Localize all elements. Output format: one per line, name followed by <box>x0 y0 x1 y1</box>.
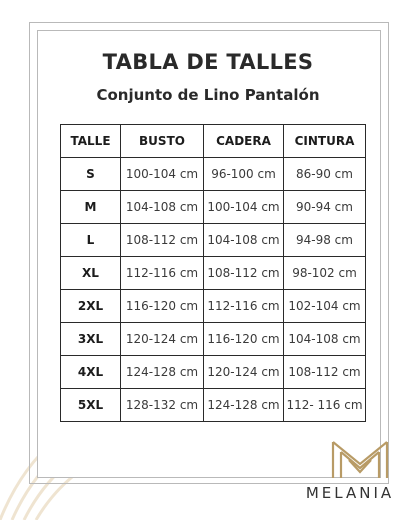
cadera-cell: 100-104 cm <box>204 191 284 224</box>
cadera-cell: 96-100 cm <box>204 158 284 191</box>
cintura-cell: 86-90 cm <box>284 158 366 191</box>
busto-cell: 124-128 cm <box>121 356 204 389</box>
header-talle: TALLE <box>61 125 121 158</box>
table-row <box>61 191 366 224</box>
cintura-cell: 112- 116 cm <box>284 389 366 422</box>
busto-cell: 112-116 cm <box>121 257 204 290</box>
cintura-cell: 98-102 cm <box>284 257 366 290</box>
cintura-cell: 108-112 cm <box>284 356 366 389</box>
talle-cell: L <box>61 224 121 257</box>
cintura-cell: 104-108 cm <box>284 323 366 356</box>
cadera-cell: 124-128 cm <box>204 389 284 422</box>
talle-cell: 3XL <box>61 323 121 356</box>
table-row <box>61 389 366 422</box>
brand-name: MELANIA <box>305 484 395 502</box>
page-title: TABLA DE TALLES <box>102 50 314 74</box>
cintura-cell: 90-94 cm <box>284 191 366 224</box>
cadera-cell: 112-116 cm <box>204 290 284 323</box>
busto-cell: 128-132 cm <box>121 389 204 422</box>
size-table <box>60 124 366 422</box>
busto-cell: 104-108 cm <box>121 191 204 224</box>
cadera-cell: 120-124 cm <box>204 356 284 389</box>
m-monogram-logo-icon <box>325 438 395 482</box>
header-cadera: CADERA <box>204 125 284 158</box>
talle-cell: 5XL <box>61 389 121 422</box>
table-row <box>61 290 366 323</box>
table-row <box>61 323 366 356</box>
cintura-cell: 94-98 cm <box>284 224 366 257</box>
busto-cell: 100-104 cm <box>121 158 204 191</box>
header-cintura: CINTURA <box>284 125 366 158</box>
cintura-cell: 102-104 cm <box>284 290 366 323</box>
page-subtitle: Conjunto de Lino Pantalón <box>96 86 320 104</box>
header-busto: BUSTO <box>121 125 204 158</box>
talle-cell: M <box>61 191 121 224</box>
talle-cell: 4XL <box>61 356 121 389</box>
busto-cell: 120-124 cm <box>121 323 204 356</box>
table-header-row <box>61 125 366 158</box>
table-row <box>61 356 366 389</box>
cadera-cell: 104-108 cm <box>204 224 284 257</box>
talle-cell: 2XL <box>61 290 121 323</box>
talle-cell: S <box>61 158 121 191</box>
table-row <box>61 257 366 290</box>
cadera-cell: 116-120 cm <box>204 323 284 356</box>
busto-cell: 108-112 cm <box>121 224 204 257</box>
table-row <box>61 224 366 257</box>
cadera-cell: 108-112 cm <box>204 257 284 290</box>
table-row <box>61 158 366 191</box>
talle-cell: XL <box>61 257 121 290</box>
busto-cell: 116-120 cm <box>121 290 204 323</box>
